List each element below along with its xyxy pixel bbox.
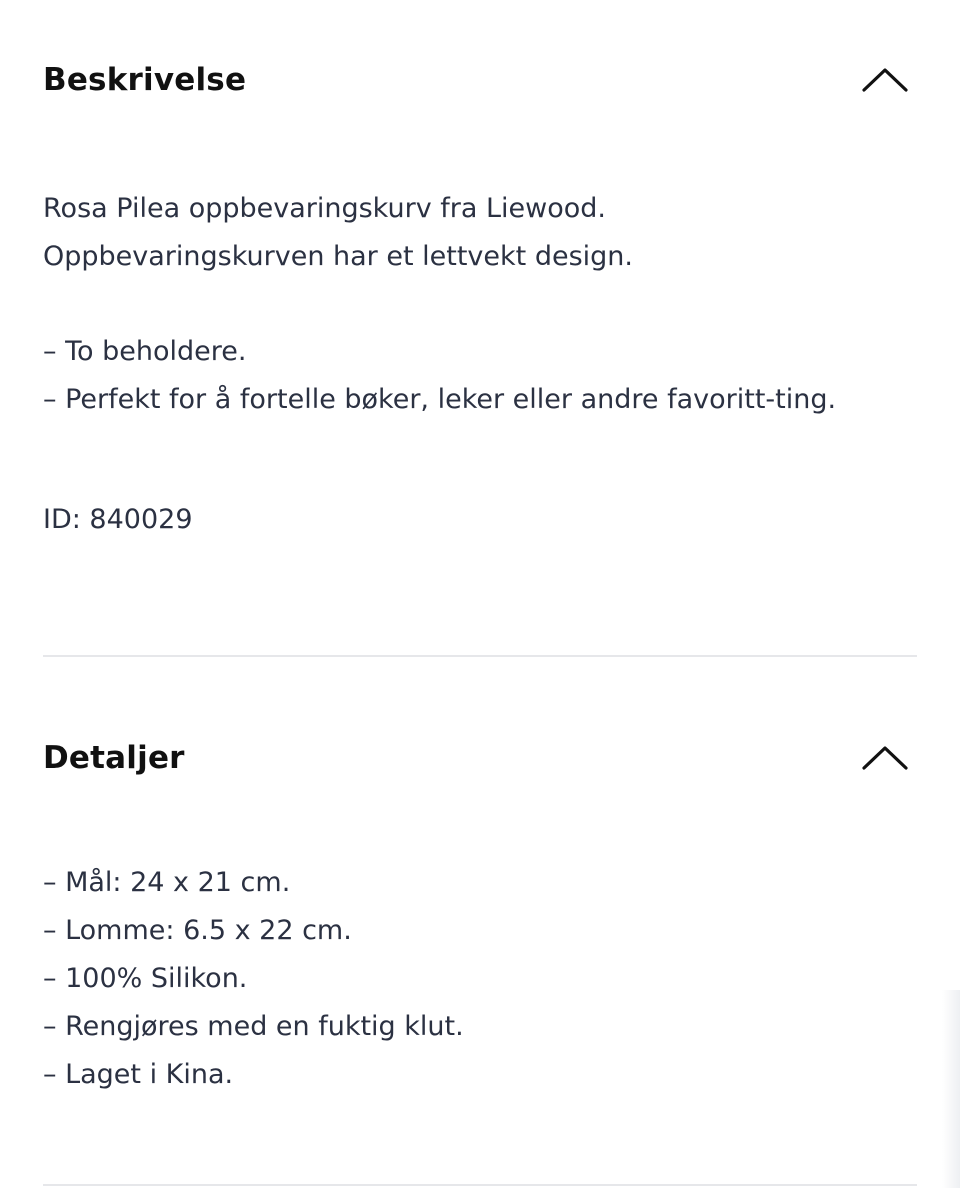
details-title: Detaljer — [43, 740, 185, 776]
description-header-toggle[interactable] — [43, 50, 917, 110]
description-line: Rosa Pilea oppbevaringskurv fra Liewood. — [43, 193, 606, 224]
section-divider — [43, 1184, 917, 1186]
list-item: – Laget i Kina. — [43, 1059, 234, 1090]
chevron-up-icon[interactable] — [861, 66, 909, 94]
description-bullet-list — [43, 328, 836, 424]
chevron-up-icon[interactable] — [861, 744, 909, 772]
list-item: – Perfekt for å fortelle bøker, leker eller andre favoritt-ting. — [43, 384, 837, 415]
product-id: ID: 840029 — [43, 504, 193, 535]
list-item: – 100% Silikon. — [43, 963, 248, 994]
details-header-toggle[interactable] — [43, 728, 917, 788]
details-section — [43, 728, 917, 1128]
section-divider — [43, 655, 917, 657]
list-item: – Rengjøres med en fuktig klut. — [43, 1011, 464, 1042]
description-line: Oppbevaringskurven har et lettvekt design. — [43, 241, 633, 272]
list-item: – Lomme: 6.5 x 22 cm. — [43, 915, 352, 946]
scroll-edge-shadow — [942, 990, 960, 1188]
list-item: – To beholdere. — [43, 336, 247, 367]
list-item: – Mål: 24 x 21 cm. — [43, 867, 291, 898]
details-bullet-list — [43, 859, 464, 1099]
description-title: Beskrivelse — [43, 62, 247, 98]
description-section — [43, 50, 917, 590]
description-intro — [43, 185, 633, 281]
